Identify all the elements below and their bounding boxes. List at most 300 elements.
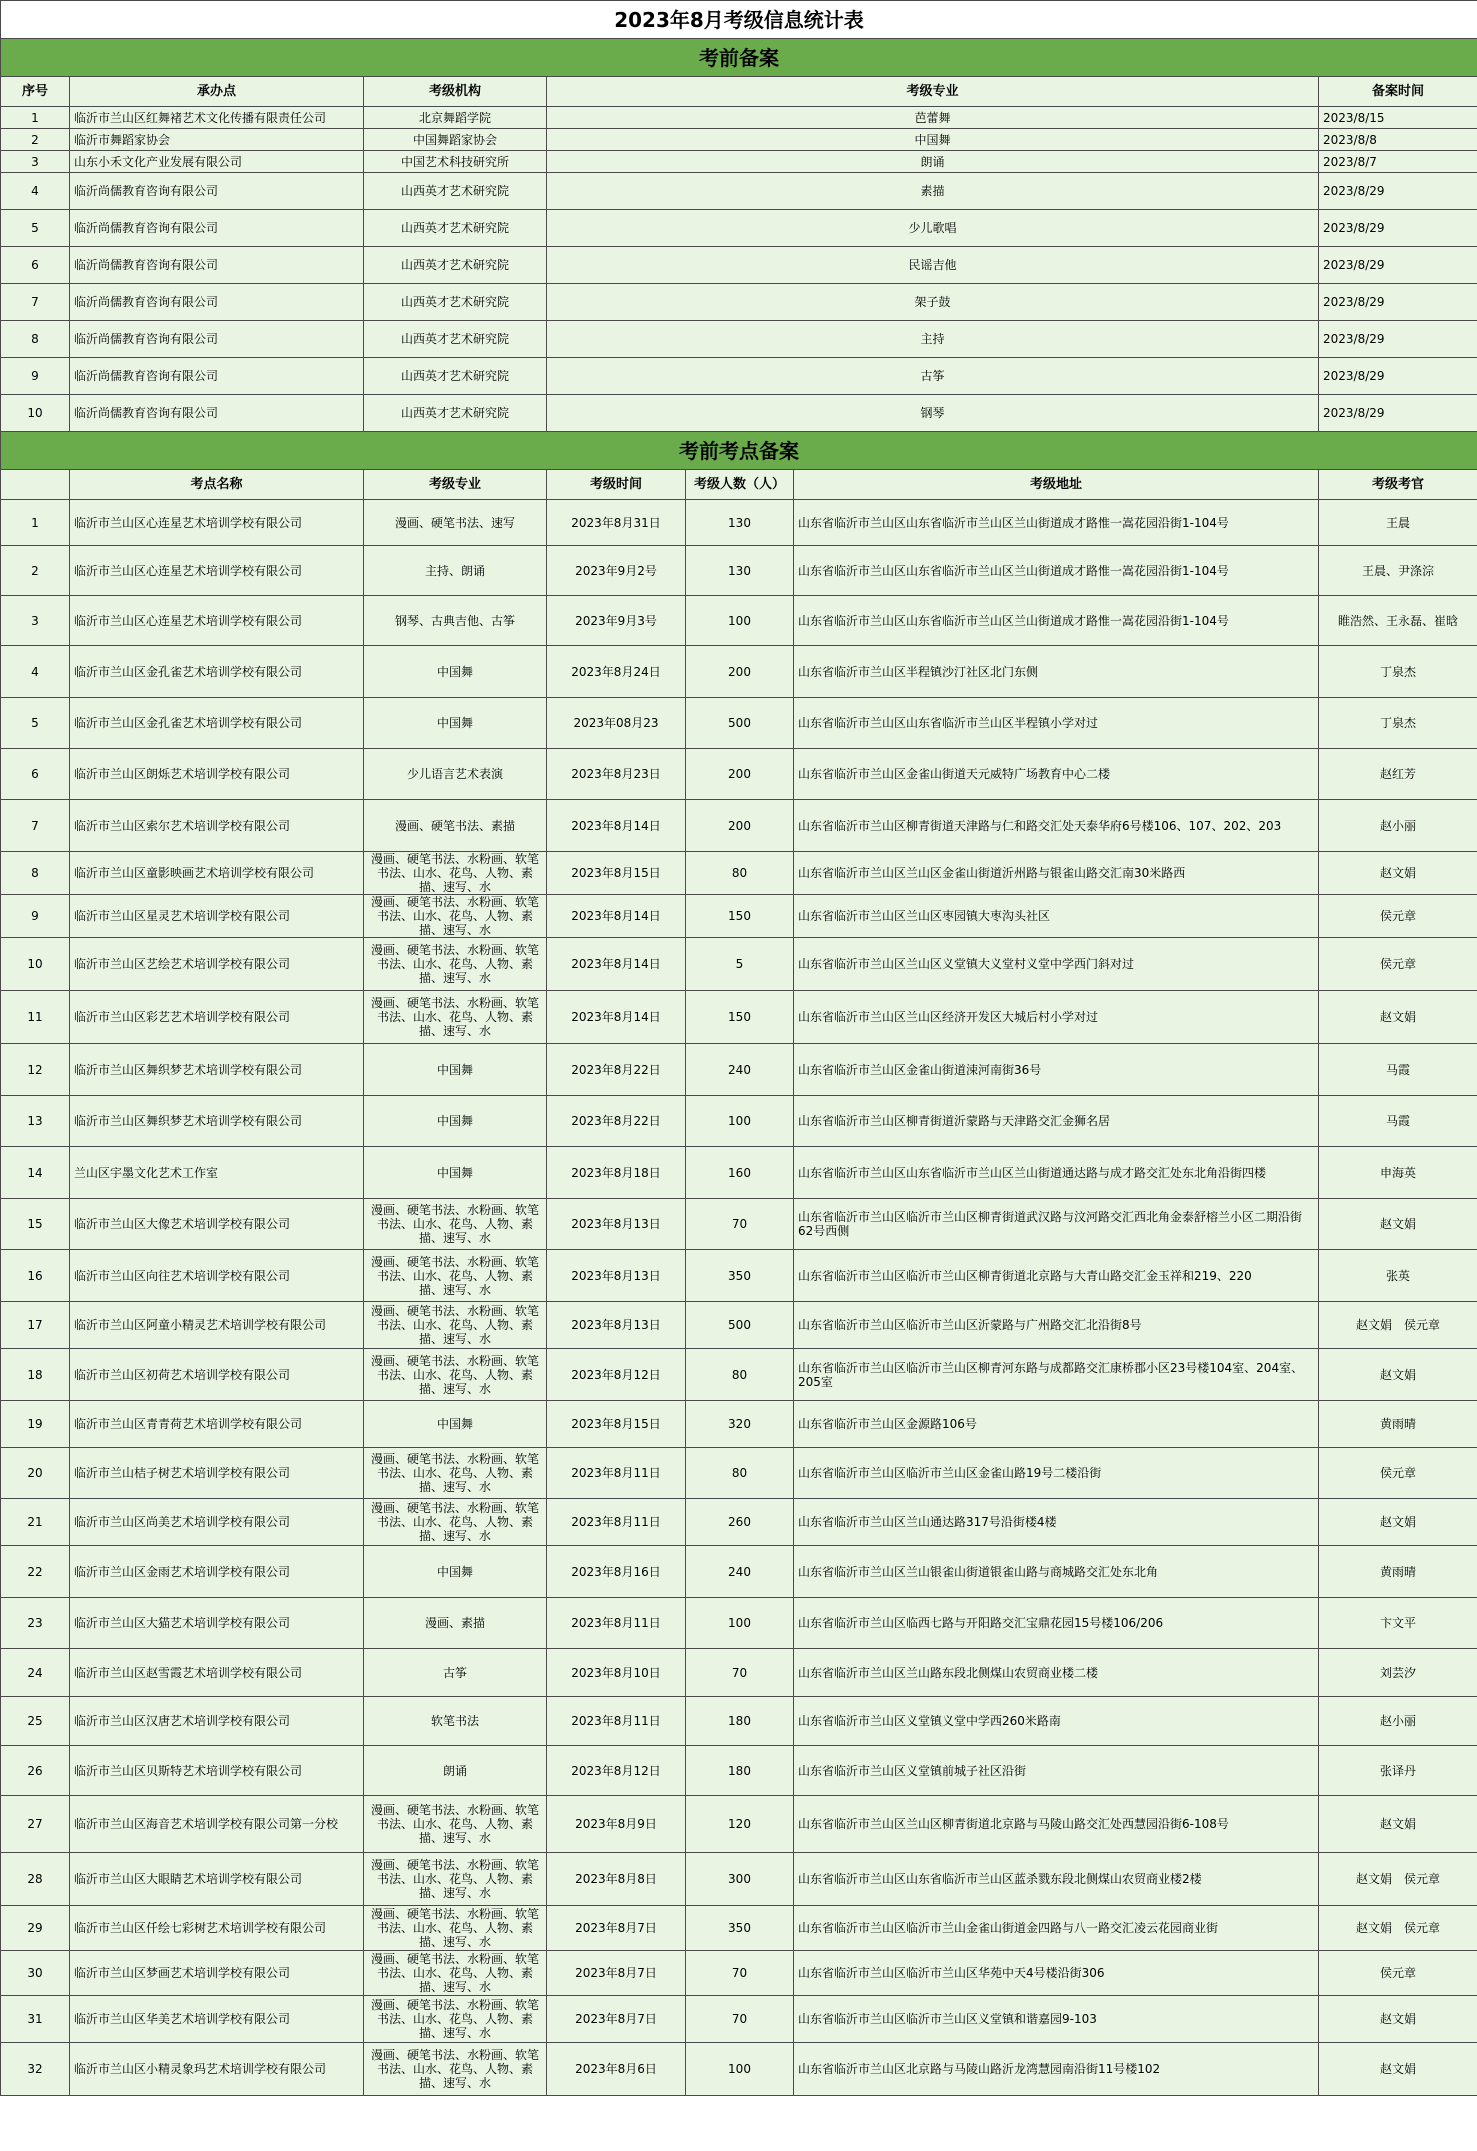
row-exam-time-text: 2023年8月22日 (571, 1114, 661, 1128)
row-exam-time (547, 1302, 686, 1349)
row-exam-time (547, 991, 686, 1044)
row-filing-date-text: 2023/8/29 (1323, 332, 1385, 346)
row-exam-count (686, 1250, 794, 1302)
row-index-text: 32 (27, 2062, 43, 2076)
row-site-name-text: 临沂市兰山区小精灵象玛艺术培训学校有限公司 (74, 2062, 327, 2076)
row-exam-address (794, 1096, 1319, 1147)
row-site-name-text: 临沂市兰山区金孔雀艺术培训学校有限公司 (74, 664, 303, 679)
header-exam-major: 考级专业 (364, 470, 547, 500)
row-exam-major (364, 1853, 547, 1906)
table-row (1, 1746, 1477, 1796)
row-exam-address (794, 1906, 1319, 1951)
row-exam-address-text: 山东省临沂市兰山区临沂市兰山区金雀山路19号二楼沿街 (798, 1466, 1102, 1480)
row-index-text: 15 (27, 1217, 43, 1231)
row-index (1, 698, 70, 749)
row-index (1, 1951, 70, 1996)
row-examiner (1319, 852, 1477, 895)
row-institution (364, 129, 547, 151)
row-exam-time (547, 1199, 686, 1250)
row-site-name-text: 临沂市兰山区金孔雀艺术培训学校有限公司 (74, 716, 303, 730)
row-exam-time-text: 2023年8月11日 (571, 1616, 661, 1630)
row-exam-address (794, 1649, 1319, 1697)
row-exam-time-text: 2023年8月12日 (571, 1367, 661, 1382)
row-exam-address-text: 山东省临沂市兰山区兰山区义堂镇大义堂村义堂中学西门斜对过 (798, 957, 1135, 971)
row-examiner (1319, 1649, 1477, 1697)
row-examiner (1319, 1853, 1477, 1906)
row-exam-major-text: 漫画、硬笔书法、水粉画、软笔书法、山水、花鸟、人物、素描、速写、水 (370, 852, 539, 894)
row-exam-major-text: 古筝 (442, 1665, 467, 1680)
row-exam-major-text: 漫画、硬笔书法、水粉画、软笔书法、山水、花鸟、人物、素描、速写、水 (370, 1452, 539, 1494)
row-seq (1, 395, 70, 432)
row-site-name (70, 1401, 364, 1448)
row-exam-major (364, 500, 547, 546)
row-site-name-text: 临沂市兰山区大眼睛艺术培训学校有限公司 (74, 1872, 303, 1886)
row-index (1, 1796, 70, 1853)
row-examiner (1319, 1796, 1477, 1853)
row-seq-text: 1 (31, 110, 39, 125)
row-exam-major (364, 1044, 547, 1096)
row-exam-count-text: 320 (728, 1417, 751, 1431)
row-exam-count-text: 500 (728, 1318, 751, 1332)
row-major (547, 284, 1319, 321)
row-exam-count-text: 240 (728, 1062, 751, 1077)
table-row (1, 1598, 1477, 1649)
row-exam-address (794, 1349, 1319, 1401)
row-site-name (70, 938, 364, 991)
row-exam-address (794, 1697, 1319, 1746)
row-index-text: 14 (27, 1165, 43, 1180)
row-institution-text: 山西英才艺术研究院 (400, 221, 509, 235)
row-institution (364, 395, 547, 432)
row-exam-count (686, 546, 794, 596)
row-exam-count (686, 991, 794, 1044)
row-site-name (70, 500, 364, 546)
row-index (1, 1746, 70, 1796)
row-index (1, 1349, 70, 1401)
row-index-text: 6 (31, 767, 39, 781)
row-exam-time-text: 2023年8月11日 (571, 1714, 661, 1728)
row-organizer-text: 临沂尚儒教育咨询有限公司 (74, 295, 219, 309)
row-filing-date (1319, 321, 1477, 358)
row-exam-count (686, 1349, 794, 1401)
row-exam-count (686, 1096, 794, 1147)
row-examiner-text: 赵文娟 (1380, 1367, 1417, 1382)
row-exam-time (547, 1649, 686, 1697)
row-index-text: 19 (27, 1417, 43, 1431)
row-index-text: 22 (27, 1564, 43, 1579)
row-exam-time-text: 2023年8月7日 (575, 1966, 657, 1980)
row-exam-count-text: 180 (728, 1763, 751, 1778)
row-exam-time-text: 2023年8月10日 (571, 1665, 661, 1680)
row-filing-date-text: 2023/8/29 (1323, 221, 1385, 235)
row-exam-time-text: 2023年8月7日 (575, 2012, 657, 2026)
row-exam-time (547, 1598, 686, 1649)
table-row (1, 210, 1477, 247)
row-exam-time (547, 800, 686, 852)
table-row (1, 1147, 1477, 1199)
row-organizer (70, 284, 364, 321)
row-exam-address (794, 546, 1319, 596)
row-institution (364, 107, 547, 129)
row-site-name (70, 1796, 364, 1853)
row-exam-count-text: 200 (728, 767, 751, 781)
row-examiner-text: 侯元章 (1380, 1966, 1417, 1980)
row-exam-count (686, 749, 794, 800)
row-exam-address-text: 山东省临沂市兰山区临沂市兰山区柳青街道武汉路与汶河路交汇西北角金泰舒榕兰小区二期沿街62号西侧 (798, 1210, 1303, 1238)
row-filing-date (1319, 247, 1477, 284)
row-exam-address-text: 山东省临沂市兰山区兰山区柳青街道北京路与马陵山路交汇处西慧园沿街6-108号 (798, 1817, 1229, 1831)
row-major (547, 321, 1319, 358)
row-examiner-text: 马霞 (1386, 1062, 1411, 1077)
row-institution (364, 247, 547, 284)
row-exam-address-text: 山东省临沂市兰山区山东省临沂市兰山区兰山街道通达路与成才路交汇处东北角沿街四楼 (798, 1165, 1267, 1180)
row-site-name-text: 临沂市兰山区艺绘艺术培训学校有限公司 (74, 957, 291, 971)
row-institution (364, 284, 547, 321)
row-exam-count-text: 130 (728, 515, 751, 530)
row-exam-address-text: 山东省临沂市兰山区义堂镇前城子社区沿街 (798, 1763, 1027, 1778)
row-index-text: 28 (27, 1872, 43, 1886)
row-major (547, 173, 1319, 210)
row-index-text: 23 (27, 1616, 43, 1630)
row-exam-count-text: 100 (728, 613, 751, 628)
row-exam-address (794, 1499, 1319, 1546)
row-exam-address-text: 山东省临沂市兰山区兰山区枣园镇大枣沟头社区 (798, 909, 1051, 923)
row-exam-time (547, 895, 686, 938)
row-site-name-text: 临沂市兰山桔子树艺术培训学校有限公司 (74, 1466, 291, 1480)
row-examiner (1319, 800, 1477, 852)
row-site-name (70, 1448, 364, 1499)
row-site-name (70, 1499, 364, 1546)
row-exam-time-text: 2023年8月9日 (575, 1817, 657, 1831)
row-organizer-text: 临沂尚儒教育咨询有限公司 (74, 258, 219, 272)
row-site-name-text: 临沂市兰山区海音艺术培训学校有限公司第一分校 (74, 1817, 339, 1831)
row-site-name (70, 546, 364, 596)
row-major-text: 中国舞 (914, 132, 951, 147)
row-exam-count (686, 1546, 794, 1598)
row-exam-address-text: 山东省临沂市兰山区兰山通达路317号沿街楼4楼 (798, 1515, 1057, 1529)
row-exam-address (794, 698, 1319, 749)
row-exam-time-text: 2023年8月31日 (571, 515, 661, 530)
row-exam-count-text: 100 (728, 2062, 751, 2076)
row-index-text: 18 (27, 1367, 43, 1382)
row-exam-address (794, 1401, 1319, 1448)
row-examiner-text: 丁泉杰 (1380, 664, 1417, 679)
table-row (1, 1996, 1477, 2043)
row-exam-address-text: 山东省临沂市兰山区兰山路东段北侧煤山农贸商业楼二楼 (798, 1665, 1099, 1680)
row-exam-time-text: 2023年8月6日 (575, 2062, 657, 2076)
header-organizer: 承办点 (70, 77, 364, 107)
row-organizer (70, 321, 364, 358)
header-index (1, 470, 70, 500)
row-examiner-text: 赵文娟 侯元章 (1356, 1318, 1441, 1332)
table-row (1, 1302, 1477, 1349)
row-exam-address-text: 山东省临沂市兰山区兰山银雀山街道银雀山路与商城路交汇处东北角 (798, 1564, 1159, 1579)
table-row (1, 129, 1477, 151)
row-site-name-text: 临沂市兰山区赵雪霞艺术培训学校有限公司 (74, 1665, 303, 1680)
row-site-name (70, 1250, 364, 1302)
table-row (1, 321, 1477, 358)
row-exam-count (686, 1951, 794, 1996)
row-examiner (1319, 1147, 1477, 1199)
row-organizer-text: 临沂市兰山区红舞褚艺术文化传播有限责任公司 (74, 110, 327, 125)
row-exam-major (364, 1448, 547, 1499)
row-major-text: 素描 (920, 184, 945, 198)
row-exam-time-text: 2023年8月15日 (571, 866, 661, 880)
row-organizer-text: 临沂尚儒教育咨询有限公司 (74, 184, 219, 198)
row-examiner (1319, 1906, 1477, 1951)
row-exam-address-text: 山东省临沂市兰山区临沂市兰山区华苑中天4号楼沿街306 (798, 1966, 1105, 1980)
row-filing-date-text: 2023/8/29 (1323, 258, 1385, 272)
row-exam-major (364, 1546, 547, 1598)
row-seq-text: 2 (31, 132, 39, 147)
table-row (1, 1853, 1477, 1906)
row-seq (1, 129, 70, 151)
row-exam-time-text: 2023年8月11日 (571, 1515, 661, 1529)
row-institution-text: 山西英才艺术研究院 (400, 332, 509, 346)
row-examiner (1319, 749, 1477, 800)
row-index (1, 749, 70, 800)
row-index-text: 13 (27, 1114, 43, 1128)
table-row (1, 1401, 1477, 1448)
row-exam-count (686, 1302, 794, 1349)
row-examiner-text: 侯元章 (1380, 909, 1417, 923)
row-major (547, 210, 1319, 247)
row-exam-major-text: 朗诵 (442, 1763, 467, 1778)
row-exam-address (794, 596, 1319, 646)
table-row (1, 596, 1477, 646)
row-examiner (1319, 1401, 1477, 1448)
row-exam-major-text: 中国舞 (436, 716, 473, 730)
row-exam-address-text: 山东省临沂市兰山区义堂镇义堂中学西260米路南 (798, 1714, 1061, 1728)
row-exam-major (364, 800, 547, 852)
row-exam-time-text: 2023年8月13日 (571, 1318, 661, 1332)
row-site-name (70, 1546, 364, 1598)
row-site-name (70, 2043, 364, 2096)
row-exam-major-text: 漫画、硬笔书法、水粉画、软笔书法、山水、花鸟、人物、素描、速写、水 (370, 1907, 539, 1949)
row-exam-address-text: 山东省临沂市兰山区半程镇沙汀社区北门东侧 (798, 664, 1039, 679)
row-examiner-text: 丁泉杰 (1380, 716, 1417, 730)
row-exam-major (364, 991, 547, 1044)
row-exam-time-text: 2023年8月15日 (571, 1417, 661, 1431)
row-institution-text: 山西英才艺术研究院 (400, 258, 509, 272)
row-exam-count (686, 1401, 794, 1448)
table-row (1, 1250, 1477, 1302)
row-index (1, 1044, 70, 1096)
row-exam-major-text: 漫画、素描 (424, 1616, 485, 1630)
row-exam-major (364, 1951, 547, 1996)
row-index-text: 9 (31, 909, 39, 923)
row-index (1, 991, 70, 1044)
row-exam-major (364, 1649, 547, 1697)
row-exam-count-text: 70 (731, 1217, 748, 1231)
row-exam-count-text: 130 (728, 563, 751, 578)
row-exam-address-text: 山东省临沂市兰山区兰山区经济开发区大城后村小学对过 (798, 1010, 1099, 1024)
row-organizer-text: 临沂尚儒教育咨询有限公司 (74, 221, 219, 235)
row-organizer (70, 107, 364, 129)
table-row (1, 2043, 1477, 2096)
row-seq (1, 173, 70, 210)
row-exam-major (364, 1598, 547, 1649)
row-exam-count (686, 1448, 794, 1499)
row-index (1, 2043, 70, 2096)
row-exam-address-text: 山东省临沂市兰山区北京路与马陵山路沂龙湾慧园南沿街11号楼102 (798, 2062, 1161, 2076)
row-exam-time-text: 2023年8月7日 (575, 1921, 657, 1935)
row-exam-address-text: 山东省临沂市兰山区柳青街道沂蒙路与天津路交汇金狮名居 (798, 1114, 1111, 1128)
row-exam-address (794, 991, 1319, 1044)
row-exam-major (364, 1996, 547, 2043)
row-exam-count-text: 200 (728, 664, 751, 679)
table-row (1, 852, 1477, 895)
row-exam-count (686, 646, 794, 698)
row-examiner (1319, 1349, 1477, 1401)
row-index (1, 1546, 70, 1598)
row-site-name (70, 1649, 364, 1697)
table-row (1, 173, 1477, 210)
row-site-name (70, 646, 364, 698)
row-filing-date-text: 2023/8/29 (1323, 406, 1385, 420)
row-exam-count-text: 350 (728, 1268, 751, 1283)
row-institution-text: 北京舞蹈学院 (418, 110, 491, 125)
row-examiner (1319, 1199, 1477, 1250)
row-exam-major (364, 895, 547, 938)
row-major (547, 247, 1319, 284)
row-exam-time (547, 1546, 686, 1598)
row-exam-address-text: 山东省临沂市兰山区临沂市兰山区柳青街道北京路与大青山路交汇金玉祥和219、220 (798, 1268, 1252, 1283)
row-examiner-text: 卞文平 (1380, 1616, 1417, 1630)
row-exam-major (364, 1401, 547, 1448)
row-filing-date (1319, 107, 1477, 129)
row-exam-major (364, 1906, 547, 1951)
header-exam-address: 考级地址 (794, 470, 1319, 500)
row-site-name-text: 临沂市兰山区彩艺艺术培训学校有限公司 (74, 1010, 291, 1024)
row-exam-address (794, 1044, 1319, 1096)
row-major-text: 朗诵 (920, 154, 945, 169)
row-exam-time (547, 1349, 686, 1401)
row-site-name-text: 临沂市兰山区汉唐艺术培训学校有限公司 (74, 1714, 291, 1728)
row-exam-count-text: 240 (728, 1564, 751, 1579)
row-site-name (70, 1996, 364, 2043)
row-site-name (70, 852, 364, 895)
row-site-name-text: 临沂市兰山区青青荷艺术培训学校有限公司 (74, 1417, 303, 1431)
row-exam-time (547, 1796, 686, 1853)
row-index (1, 1250, 70, 1302)
row-exam-address (794, 938, 1319, 991)
table-row (1, 1199, 1477, 1250)
row-exam-time (547, 1147, 686, 1199)
row-examiner-text: 赵红芳 (1380, 767, 1417, 781)
row-seq-text: 9 (31, 369, 39, 383)
row-site-name (70, 1349, 364, 1401)
row-exam-address (794, 1598, 1319, 1649)
row-index (1, 1147, 70, 1199)
row-exam-count (686, 1906, 794, 1951)
row-exam-major-text: 漫画、硬笔书法、水粉画、软笔书法、山水、花鸟、人物、素描、速写、水 (370, 996, 539, 1038)
row-exam-major-text: 漫画、硬笔书法、水粉画、软笔书法、山水、花鸟、人物、素描、速写、水 (370, 895, 539, 937)
row-site-name (70, 749, 364, 800)
row-index (1, 1096, 70, 1147)
row-exam-time (547, 698, 686, 749)
table-row (1, 395, 1477, 432)
row-exam-time-text: 2023年8月8日 (575, 1872, 657, 1886)
row-index-text: 25 (27, 1714, 43, 1728)
table-row (1, 698, 1477, 749)
row-filing-date-text: 2023/8/29 (1323, 184, 1385, 198)
row-exam-major-text: 漫画、硬笔书法、水粉画、软笔书法、山水、花鸟、人物、素描、速写、水 (370, 1858, 539, 1900)
row-institution (364, 358, 547, 395)
row-examiner-text: 张译丹 (1380, 1763, 1417, 1778)
row-index-text: 21 (27, 1515, 43, 1529)
table-row (1, 1906, 1477, 1951)
row-site-name-text: 临沂市兰山区初荷艺术培训学校有限公司 (74, 1367, 291, 1382)
row-major-text: 主持 (920, 332, 945, 346)
row-index (1, 1906, 70, 1951)
row-institution (364, 173, 547, 210)
header-seq: 序号 (1, 77, 70, 107)
row-exam-count-text: 260 (728, 1515, 751, 1529)
row-exam-time-text: 2023年8月14日 (571, 957, 661, 971)
table-row (1, 800, 1477, 852)
row-seq (1, 284, 70, 321)
table-row (1, 546, 1477, 596)
row-exam-major-text: 中国舞 (436, 1062, 473, 1077)
row-seq-text: 3 (31, 154, 39, 169)
row-seq-text: 5 (31, 221, 39, 235)
row-exam-time-text: 2023年8月14日 (571, 909, 661, 923)
row-seq (1, 321, 70, 358)
row-exam-time (547, 1448, 686, 1499)
row-seq (1, 210, 70, 247)
row-exam-count (686, 1746, 794, 1796)
row-exam-address (794, 1448, 1319, 1499)
row-filing-date-text: 2023/8/29 (1323, 369, 1385, 383)
row-exam-time-text: 2023年8月13日 (571, 1268, 661, 1283)
row-exam-major (364, 1147, 547, 1199)
row-exam-count-text: 160 (728, 1165, 751, 1180)
row-examiner-text: 黄雨晴 (1380, 1564, 1417, 1579)
row-index (1, 546, 70, 596)
row-examiner-text: 黄雨晴 (1380, 1417, 1417, 1431)
row-exam-major (364, 1302, 547, 1349)
row-examiner (1319, 1250, 1477, 1302)
row-major-text: 芭蕾舞 (914, 110, 951, 125)
row-examiner-text: 睢浩然、王永磊、崔晗 (1338, 613, 1459, 628)
row-exam-count (686, 1853, 794, 1906)
row-exam-count-text: 80 (731, 866, 748, 880)
row-examiner-text: 赵文娟 (1380, 2012, 1417, 2026)
row-exam-address (794, 800, 1319, 852)
row-site-name-text: 临沂市兰山区心连星艺术培训学校有限公司 (74, 515, 303, 530)
row-index (1, 1401, 70, 1448)
row-site-name (70, 1697, 364, 1746)
row-exam-major-text: 漫画、硬笔书法、水粉画、软笔书法、山水、花鸟、人物、素描、速写、水 (370, 1203, 539, 1245)
row-exam-count (686, 1598, 794, 1649)
row-exam-address (794, 1147, 1319, 1199)
header-exam-time: 考级时间 (547, 470, 686, 500)
row-site-name (70, 698, 364, 749)
header-filing-date: 备案时间 (1319, 77, 1477, 107)
row-exam-major-text: 漫画、硬笔书法、水粉画、软笔书法、山水、花鸟、人物、素描、速写、水 (370, 1803, 539, 1845)
row-exam-count-text: 180 (728, 1714, 751, 1728)
row-site-name-text: 临沂市兰山区向往艺术培训学校有限公司 (74, 1268, 291, 1283)
row-exam-time (547, 1250, 686, 1302)
row-organizer-text: 临沂尚儒教育咨询有限公司 (74, 406, 219, 420)
row-seq-text: 10 (27, 406, 43, 420)
row-institution (364, 151, 547, 173)
row-exam-major-text: 中国舞 (436, 1114, 473, 1128)
row-site-name-text: 临沂市兰山区仟绘七彩树艺术培训学校有限公司 (74, 1921, 327, 1935)
row-filing-date-text: 2023/8/15 (1323, 110, 1385, 125)
row-exam-count-text: 100 (728, 1616, 751, 1630)
